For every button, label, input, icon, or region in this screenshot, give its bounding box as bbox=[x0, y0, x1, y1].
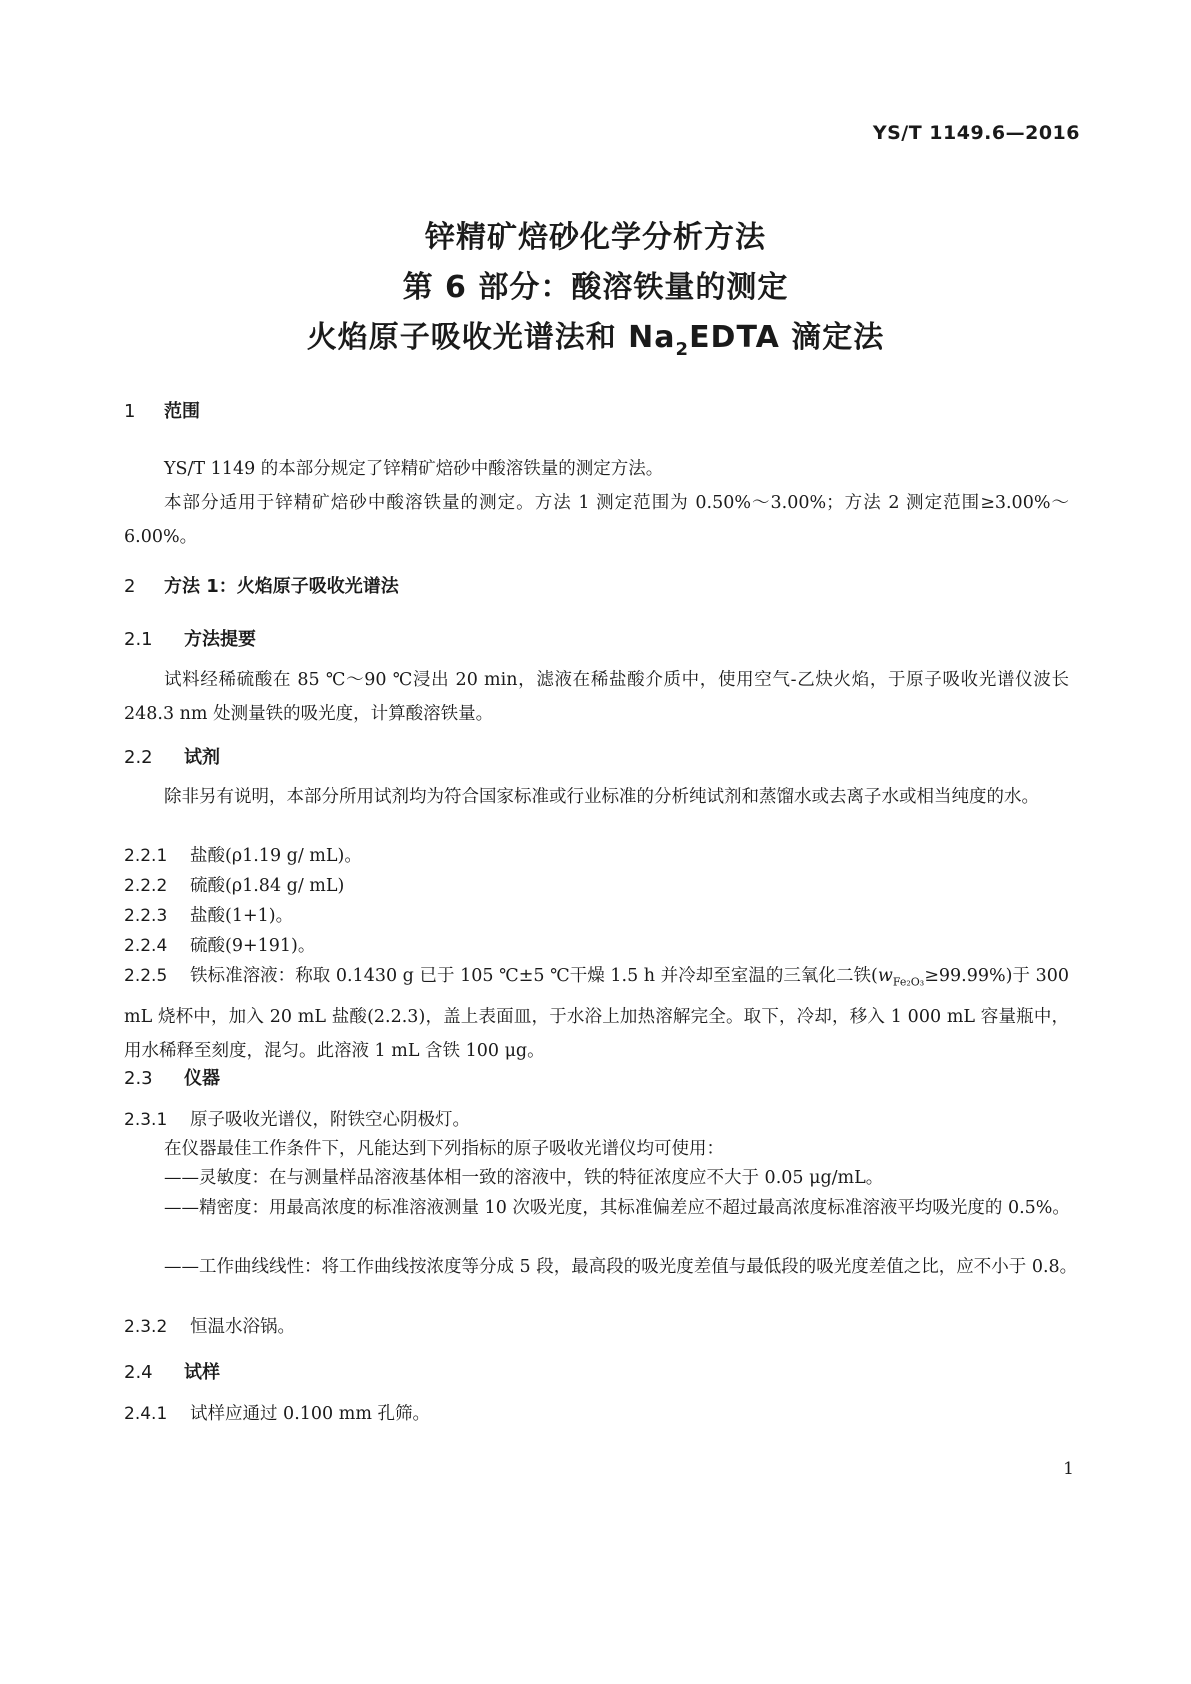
section-2-heading bbox=[124, 572, 399, 598]
item-number: 2.2.5 bbox=[124, 966, 168, 986]
item-text: 恒温水浴锅。 bbox=[190, 1317, 295, 1337]
section-2-1-para: 试料经稀硫酸在 85 ℃～90 ℃浸出 20 min，滤液在稀盐酸介质中，使用空气-乙炔火焰，于原子吸收光谱仪波长 248.3 nm 处测量铁的吸光度，计算酸溶铁量。 bbox=[124, 670, 1069, 724]
item-number: 2.2.1 bbox=[124, 846, 168, 866]
title-line-3-suffix: EDTA 滴定法 bbox=[689, 320, 885, 355]
section-number: 2.3 bbox=[124, 1068, 153, 1089]
list-item bbox=[124, 899, 1069, 933]
page-number: 1 bbox=[1063, 1459, 1074, 1479]
list-item bbox=[124, 869, 1069, 903]
item-number: 2.3.1 bbox=[124, 1110, 168, 1130]
item-number: 2.3.2 bbox=[124, 1317, 168, 1337]
section-title: 范围 bbox=[164, 401, 200, 422]
section-number: 1 bbox=[124, 401, 136, 422]
section-title: 方法 1：火焰原子吸收光谱法 bbox=[164, 576, 399, 597]
title-subscript: 2 bbox=[675, 339, 690, 360]
item-text: 硫酸(ρ1.84 g/ mL) bbox=[190, 876, 345, 896]
list-item bbox=[124, 1397, 1069, 1431]
requirement-linearity: ——工作曲线线性：将工作曲线按浓度等分成 5 段，最高段的吸光度差值与最低段的吸光度差值之比，应不小于 0.8。 bbox=[164, 1257, 1078, 1277]
section-title: 方法提要 bbox=[184, 629, 256, 650]
section-1-para-1: YS/T 1149 的本部分规定了锌精矿焙砂中酸溶铁量的测定方法。 bbox=[164, 459, 664, 479]
standard-code: YS/T 1149.6—2016 bbox=[872, 122, 1080, 144]
item-text: 硫酸(9+191)。 bbox=[190, 936, 316, 956]
title-line-2: 第 6 部分：酸溶铁量的测定 bbox=[402, 270, 789, 305]
item-text: 原子吸收光谱仪，附铁空心阴极灯。 bbox=[190, 1110, 470, 1130]
section-title: 试样 bbox=[184, 1362, 220, 1383]
list-item bbox=[124, 929, 1069, 963]
item-text: 盐酸(ρ1.19 g/ mL)。 bbox=[190, 846, 362, 866]
title-line-3-prefix: 火焰原子吸收光谱法和 Na bbox=[306, 320, 676, 355]
section-number: 2.4 bbox=[124, 1362, 153, 1383]
item-text: 试样应通过 0.100 mm 孔筛。 bbox=[190, 1404, 430, 1424]
section-2-3-para: 在仪器最佳工作条件下，凡能达到下列指标的原子吸收光谱仪均可使用： bbox=[164, 1139, 724, 1159]
section-2-1-heading bbox=[124, 625, 256, 651]
title-line-1: 锌精矿焙砂化学分析方法 bbox=[425, 220, 766, 255]
item-text-a: 铁标准溶液：称取 0.1430 g 已于 105 ℃±5 ℃干燥 1.5 h 并冷却至室温的三氧化二铁( bbox=[190, 966, 878, 986]
section-title: 试剂 bbox=[184, 747, 220, 768]
section-2-2-heading bbox=[124, 743, 220, 769]
requirement-precision: ——精密度：用最高浓度的标准溶液测量 10 次吸光度，其标准偏差应不超过最高浓度标准溶液平均吸光度的 0.5%。 bbox=[164, 1198, 1070, 1218]
section-2-4-heading bbox=[124, 1358, 220, 1384]
section-title: 仪器 bbox=[184, 1068, 220, 1089]
section-1-para-2: 本部分适用于锌精矿焙砂中酸溶铁量的测定。方法 1 测定范围为 0.50%～3.00%；方法 2 测定范围≥3.00%～6.00%。 bbox=[124, 493, 1069, 547]
list-item bbox=[124, 839, 1069, 873]
section-number: 2.2 bbox=[124, 747, 153, 768]
mass-fraction-symbol: w bbox=[877, 966, 893, 986]
item-text: 盐酸(1+1)。 bbox=[190, 906, 294, 926]
title-line-3 bbox=[0, 312, 1191, 360]
item-number: 2.2.3 bbox=[124, 906, 168, 926]
section-1-heading bbox=[124, 397, 200, 423]
section-number: 2.1 bbox=[124, 629, 153, 650]
item-number: 2.2.2 bbox=[124, 876, 168, 896]
section-number: 2 bbox=[124, 576, 136, 597]
item-number: 2.2.4 bbox=[124, 936, 168, 956]
requirement-sensitivity: ——灵敏度：在与测量样品溶液基体相一致的溶液中，铁的特征浓度应不大于 0.05 μg/mL。 bbox=[164, 1168, 884, 1188]
section-2-2-para: 除非另有说明，本部分所用试剂均为符合国家标准或行业标准的分析纯试剂和蒸馏水或去离子水或相当纯度的水。 bbox=[164, 787, 1039, 807]
item-text-b: ≥99.99%)于 300 mL 烧杯中，加入 20 mL 盐酸(2.2.3)，盖上表面皿，于水浴上加热溶解完全。取下，冷却，移入 1 000 mL 容量瓶中，用水稀释至刻度，混匀。此溶液 1 mL 含铁 100 μg。 bbox=[124, 966, 1070, 1061]
list-item bbox=[124, 1310, 1069, 1344]
section-2-3-heading bbox=[124, 1064, 220, 1090]
formula-subscript: Fe₂O₃ bbox=[892, 975, 925, 989]
item-number: 2.4.1 bbox=[124, 1404, 168, 1424]
list-item-iron-standard bbox=[124, 959, 1069, 1068]
